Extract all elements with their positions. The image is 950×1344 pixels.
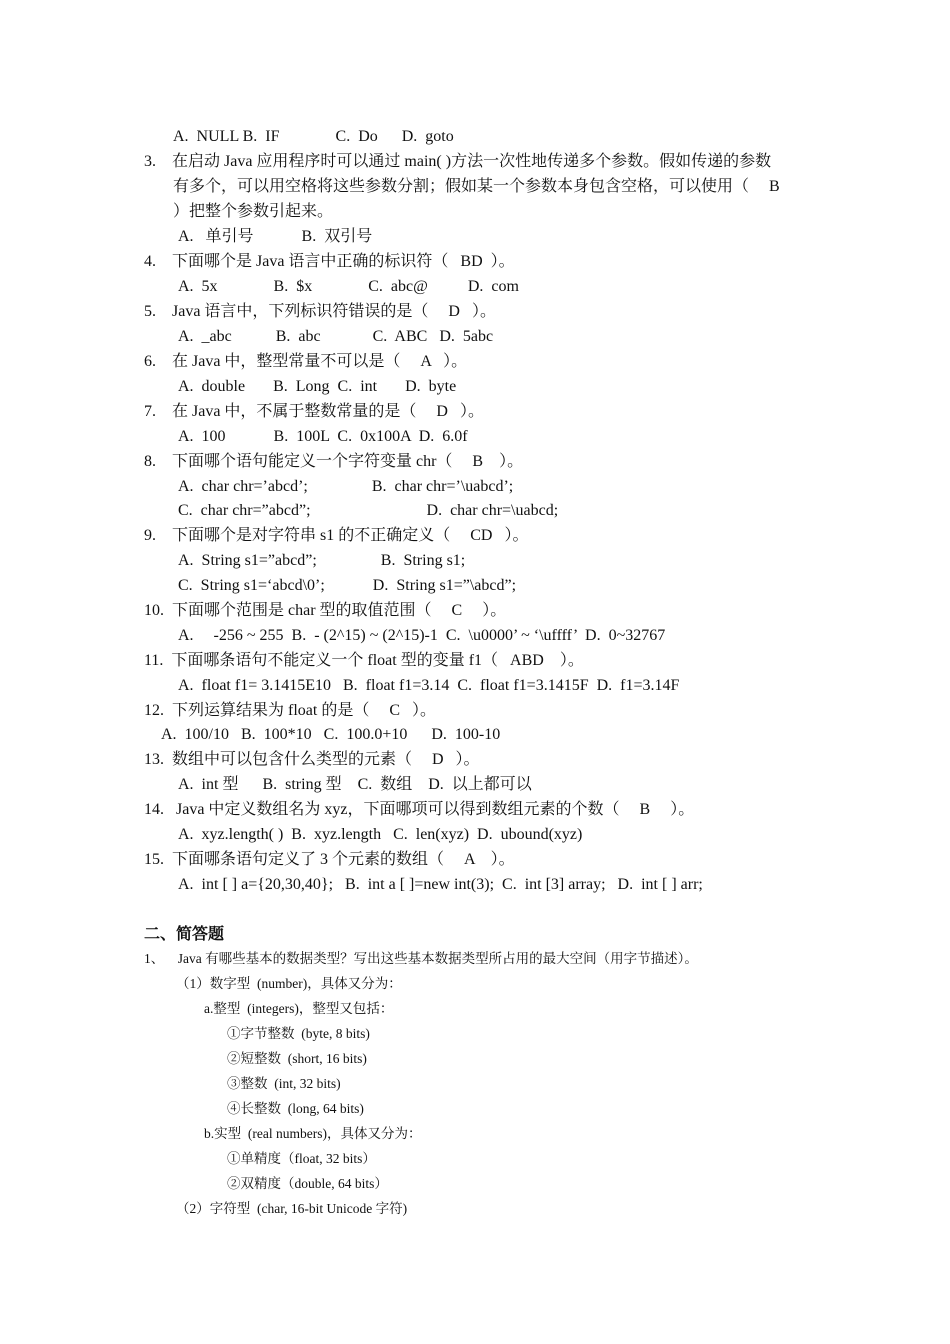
answer-line-short: ②短整数 (short, 16 bits) bbox=[227, 1051, 367, 1066]
q12-text: 12. 下列运算结果为 float 的是（ C ）。 bbox=[144, 702, 436, 719]
q14-options: A. xyz.length( ) B. xyz.length C. len(xyz) D. ubound(xyz) bbox=[178, 826, 583, 843]
q14-text: 14. Java 中定义数组名为 xyz，下面哪项可以得到数组元素的个数（ B ）。 bbox=[144, 801, 695, 818]
short-answer-q1: 1、 Java 有哪些基本的数据类型？写出这些基本数据类型所占用的最大空间（用字节描述）。 bbox=[144, 951, 698, 966]
q6-options: A. double B. Long C. int D. byte bbox=[178, 378, 457, 395]
q3-text-line3: ）把整个参数引起来。 bbox=[173, 203, 334, 220]
q10-options: A. -256 ~ 255 B. - (2^15) ~ (2^15)-1 C. \u0000’ ~ ‘\uffff’ D. 0~32767 bbox=[178, 627, 666, 644]
q2-options: A. NULL B. IF C. Do D. goto bbox=[173, 128, 454, 145]
q4-options: A. 5x B. $x C. abc@ D. com bbox=[178, 278, 519, 295]
q12-options: A. 100/10 B. 100*10 C. 100.0+10 D. 100-10 bbox=[161, 726, 501, 743]
q7-options: A. 100 B. 100L C. 0x100A D. 6.0f bbox=[178, 428, 468, 445]
q11-options: A. float f1= 3.1415E10 B. float f1=3.14 C. float f1=3.1415F D. f1=3.14F bbox=[178, 677, 680, 694]
q6-text: 6. 在 Java 中，整型常量不可以是（ A ）。 bbox=[144, 353, 468, 370]
q8-text: 8. 下面哪个语句能定义一个字符变量 chr（ B ）。 bbox=[144, 453, 524, 470]
q10-text: 10. 下面哪个范围是 char 型的取值范围（ C ）。 bbox=[144, 602, 507, 619]
answer-line-char: （2）字符型 (char, 16-bit Unicode 字符) bbox=[176, 1201, 408, 1216]
q13-options: A. int 型 B. string 型 C. 数组 D. 以上都可以 bbox=[178, 776, 532, 793]
section-heading-short-answer: 二、简答题 bbox=[144, 926, 225, 943]
q3-text-line1: 3. 在启动 Java 应用程序时可以通过 main( )方法一次性地传递多个参数。假如传递的参数 bbox=[144, 153, 772, 170]
q5-options: A. _abc B. abc C. ABC D. 5abc bbox=[178, 328, 494, 345]
q15-text: 15. 下面哪条语句定义了 3 个元素的数组（ A ）。 bbox=[144, 851, 515, 868]
q8-options-row2: C. char chr=”abcd”; D. char chr=\uabcd; bbox=[178, 502, 559, 519]
q9-text: 9. 下面哪个是对字符串 s1 的不正确定义（ CD ）。 bbox=[144, 527, 529, 544]
answer-line-double: ②双精度（double, 64 bits） bbox=[227, 1176, 388, 1191]
q7-text: 7. 在 Java 中，不属于整数常量的是（ D ）。 bbox=[144, 403, 484, 420]
q4-text: 4. 下面哪个是 Java 语言中正确的标识符（ BD ）。 bbox=[144, 253, 515, 270]
q3-options: A. 单引号 B. 双引号 bbox=[178, 228, 373, 245]
q11-text: 11. 下面哪条语句不能定义一个 float 型的变量 f1（ ABD ）。 bbox=[144, 652, 584, 669]
q15-options: A. int [ ] a={20,30,40}; B. int a [ ]=new int(3); C. int [3] array; D. int [ ] arr; bbox=[178, 876, 703, 893]
q9-options-row1: A. String s1=”abcd”; B. String s1; bbox=[178, 552, 466, 569]
q13-text: 13. 数组中可以包含什么类型的元素（ D ）。 bbox=[144, 751, 480, 768]
answer-line-long: ④长整数 (long, 64 bits) bbox=[227, 1101, 364, 1116]
q5-text: 5. Java 语言中，下列标识符错误的是（ D ）。 bbox=[144, 303, 496, 320]
answer-line-float: ①单精度（float, 32 bits） bbox=[227, 1151, 376, 1166]
answer-line-int: ③整数 (int, 32 bits) bbox=[227, 1076, 341, 1091]
q3-text-line2: 有多个，可以用空格将这些参数分割；假如某一个参数本身包含空格，可以使用（ B bbox=[173, 178, 780, 195]
answer-line-number-type: （1）数字型 (number)，具体又分为： bbox=[176, 976, 402, 991]
q9-options-row2: C. String s1=‘abcd\0’; D. String s1=”\abcd”; bbox=[178, 577, 517, 594]
answer-line-real-numbers: b.实型 (real numbers)，具体又分为： bbox=[204, 1126, 422, 1141]
answer-line-byte: ①字节整数 (byte, 8 bits) bbox=[227, 1026, 370, 1041]
answer-line-integers: a.整型 (integers)，整型又包括： bbox=[204, 1001, 394, 1016]
q8-options-row1: A. char chr=’abcd’; B. char chr=’\uabcd’; bbox=[178, 478, 514, 495]
